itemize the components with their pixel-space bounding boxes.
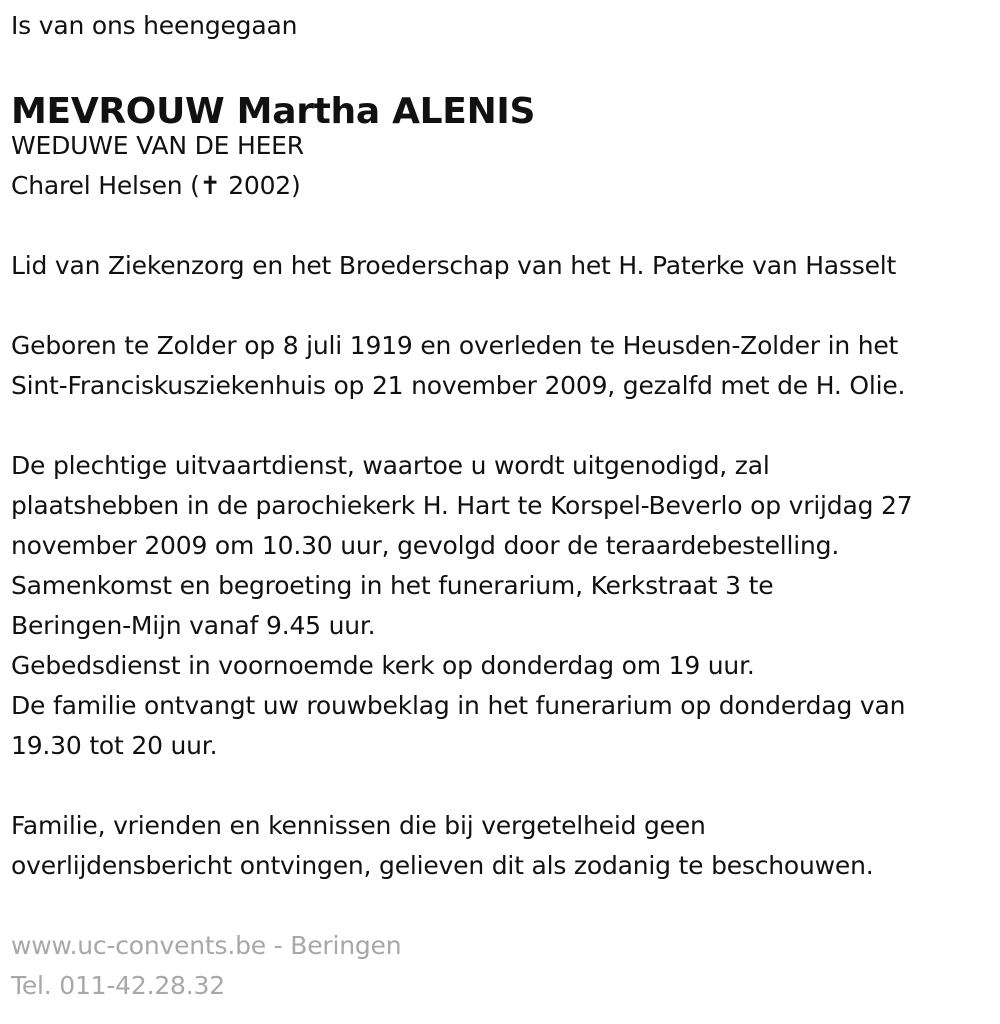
- paragraph-spacer: [11, 886, 991, 926]
- paragraph-line: Beringen-Mijn vanaf 9.45 uur.: [11, 611, 376, 640]
- paragraph-line: plaatshebben in de parochiekerk H. Hart te Korspel-Beverlo op vrijdag 27: [11, 491, 913, 520]
- funeral-home-website: www.uc-convents.be - Beringen: [11, 931, 402, 960]
- paragraph-spacer: [11, 766, 991, 806]
- paragraph-line: Gebedsdienst in voornoemde kerk op donderdag om 19 uur.: [11, 651, 755, 680]
- death-notice: [11, 6, 991, 1006]
- membership-text: Lid van Ziekenzorg en het Broederschap van het H. Paterke van Hasselt: [11, 251, 897, 280]
- paragraph-line: november 2009 om 10.30 uur, gevolgd door de teraardebestelling.: [11, 531, 840, 560]
- paragraph-line: Sint-Franciskusziekenhuis op 21 november 2009, gezalfd met de H. Olie.: [11, 371, 906, 400]
- paragraph-spacer: [11, 286, 991, 326]
- funeral-paragraph: [11, 446, 991, 766]
- paragraph-line: Geboren te Zolder op 8 juli 1919 en overleden te Heusden-Zolder in het: [11, 331, 899, 360]
- paragraph-line: De familie ontvangt uw rouwbeklag in het funerarium op donderdag van: [11, 691, 906, 720]
- paragraph-spacer: [11, 406, 991, 446]
- birth-death-paragraph: [11, 326, 991, 406]
- intro-text: Is van ons heengegaan: [11, 11, 298, 40]
- footer: [11, 926, 991, 1006]
- paragraph-line: Familie, vrienden en kennissen die bij vergetelheid geen: [11, 811, 706, 840]
- paragraph-line: 19.30 tot 20 uur.: [11, 731, 218, 760]
- paragraph-spacer: [11, 206, 991, 246]
- paragraph-line: De plechtige uitvaartdienst, waartoe u wordt uitgenodigd, zal: [11, 451, 770, 480]
- spouse-title: WEDUWE VAN DE HEER: [11, 131, 304, 160]
- spouse-name: Charel Helsen (✝ 2002): [11, 171, 301, 200]
- paragraph-line: Samenkomst en begroeting in het funerarium, Kerkstraat 3 te: [11, 571, 774, 600]
- closing-paragraph: [11, 806, 991, 886]
- funeral-home-phone: Tel. 011-42.28.32: [11, 971, 225, 1000]
- deceased-name: MEVROUW Martha ALENIS: [11, 91, 536, 132]
- paragraph-line: overlijdensbericht ontvingen, gelieven dit als zodanig te beschouwen.: [11, 851, 874, 880]
